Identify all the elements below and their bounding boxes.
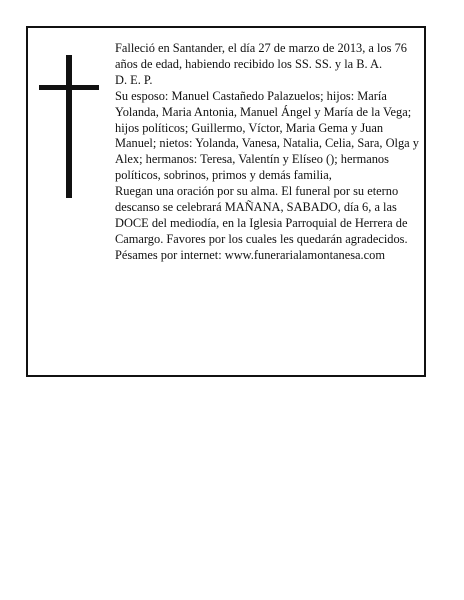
cross-horizontal-bar bbox=[39, 85, 99, 90]
cross-vertical-bar bbox=[66, 55, 72, 198]
latin-cross-icon bbox=[39, 55, 99, 198]
funeral-details: Ruegan una oración por su alma. El funeral por su eterno descanso se celebrará MAÑANA, SABADO, día 6, a las DOCE del mediodía, en la Iglesia Parroquial de Herrera de Camargo. Favores por los cuales les quedarán agradecidos. bbox=[115, 184, 408, 246]
family-list: Su esposo: Manuel Castañedo Palazuelos; hijos: María Yolanda, Maria Antonia, Manuel Ángel y María de la Vega; hijos políticos; Guillermo, Víctor, Maria Gema y Juan Manuel; nietos: Yolanda, Vanesa, Natalia, Celia, Sara, Olga y Alex; hermanos: Teresa, Valentín y Elíseo (); hermanos políticos, sobrinos, primos y demás familia, bbox=[115, 88, 419, 183]
condolences-website: Pésames por internet: www.funerarialamontanesa.com bbox=[115, 247, 385, 262]
death-announcement: Falleció en Santander, el día 27 de marzo de 2013, a los 76 años de edad, habiendo recibido los SS. SS. y la B. A. bbox=[115, 41, 407, 71]
rest-in-peace: D. E. P. bbox=[115, 72, 153, 87]
obituary-notice bbox=[26, 26, 426, 377]
notice-text bbox=[115, 41, 423, 264]
